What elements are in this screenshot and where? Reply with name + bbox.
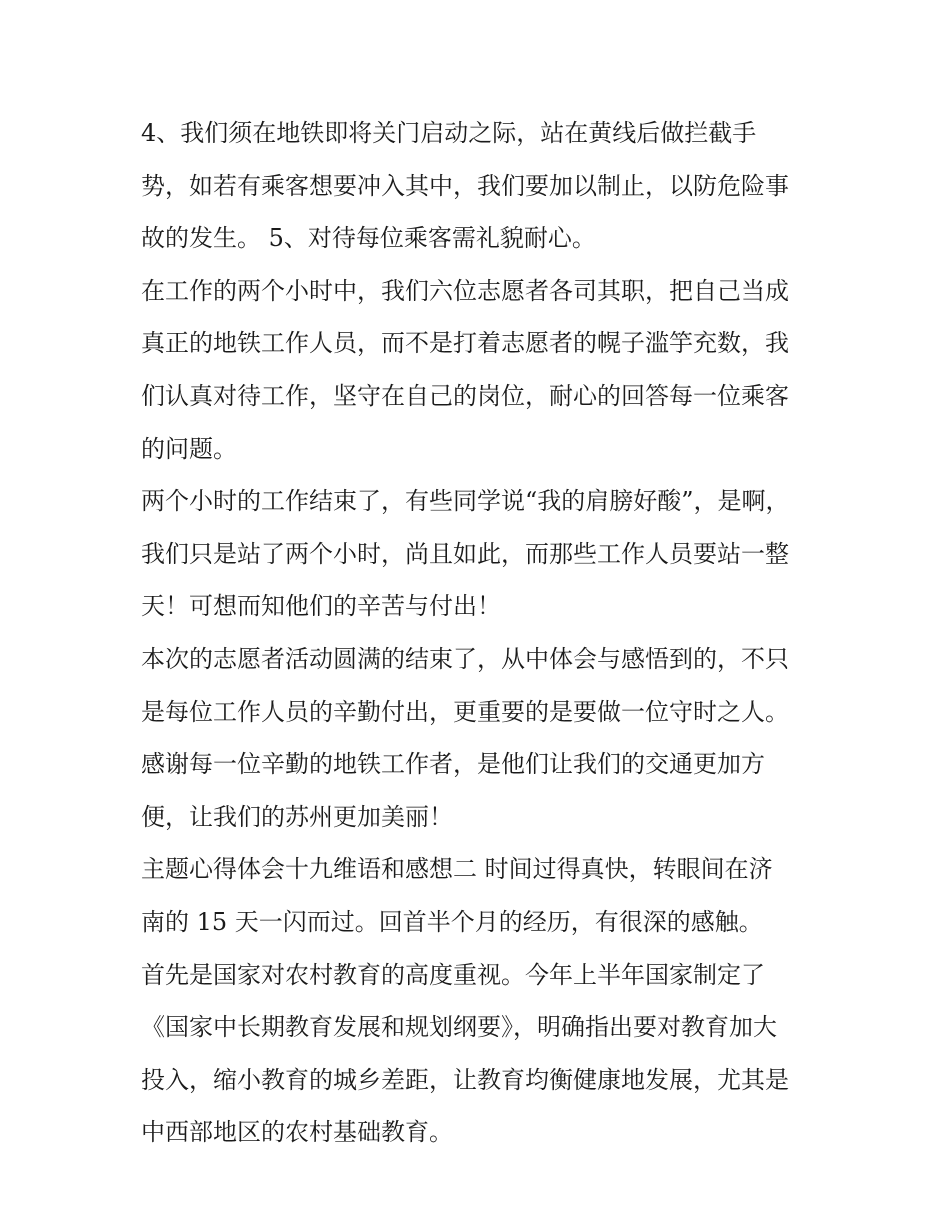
text-line: 两个小时的工作结束了，有些同学说“我的肩膀好酸”，是啊， (141, 487, 790, 516)
text-line: 首先是国家对农村教育的高度重视。今年上半年国家制定了 (141, 960, 765, 989)
text-line: 的问题。 (141, 434, 237, 463)
text-line: 势，如若有乘客想要冲入其中，我们要加以制止，以防危险事 (141, 171, 789, 200)
text-line: 投入，缩小教育的城乡差距，让教育均衡健康地发展，尤其是 (141, 1065, 789, 1094)
text-line: 天！可想而知他们的辛苦与付出！ (141, 592, 501, 621)
text-line: 我们只是站了两个小时，尚且如此，而那些工作人员要站一整 (141, 539, 789, 568)
text-line: 感谢每一位辛勤的地铁工作者，是他们让我们的交通更加方 (141, 750, 765, 779)
text-line: 故的发生。 5、对待每位乘客需礼貌耐心。 (141, 224, 596, 253)
text-line: 本次的志愿者活动圆满的结束了，从中体会与感悟到的，不只 (141, 644, 789, 673)
text-line: 4、我们须在地铁即将关门启动之际，站在黄线后做拦截手 (141, 119, 757, 147)
text-line: 便，让我们的苏州更加美丽！ (141, 802, 453, 831)
text-line: 《国家中长期教育发展和规划纲要》，明确指出要对教育加大 (141, 1013, 777, 1042)
text-line: 真正的地铁工作人员，而不是打着志愿者的幌子滥竽充数，我 (141, 329, 789, 358)
text-line: 在工作的两个小时中，我们六位志愿者各司其职，把自己当成 (141, 276, 789, 305)
text-line: 是每位工作人员的辛勤付出，更重要的是要做一位守时之人。 (141, 697, 789, 726)
text-line: 主题心得体会十九维语和感想二 时间过得真快，转眼间在济 (141, 855, 773, 884)
document-body (141, 107, 813, 1159)
text-line: 南的 15 天一闪而过。回首半个月的经历，有很深的感触。 (141, 907, 763, 936)
text-line: 们认真对待工作，坚守在自己的岗位，耐心的回答每一位乘客 (141, 381, 789, 410)
text-line: 中西部地区的农村基础教育。 (141, 1118, 453, 1147)
